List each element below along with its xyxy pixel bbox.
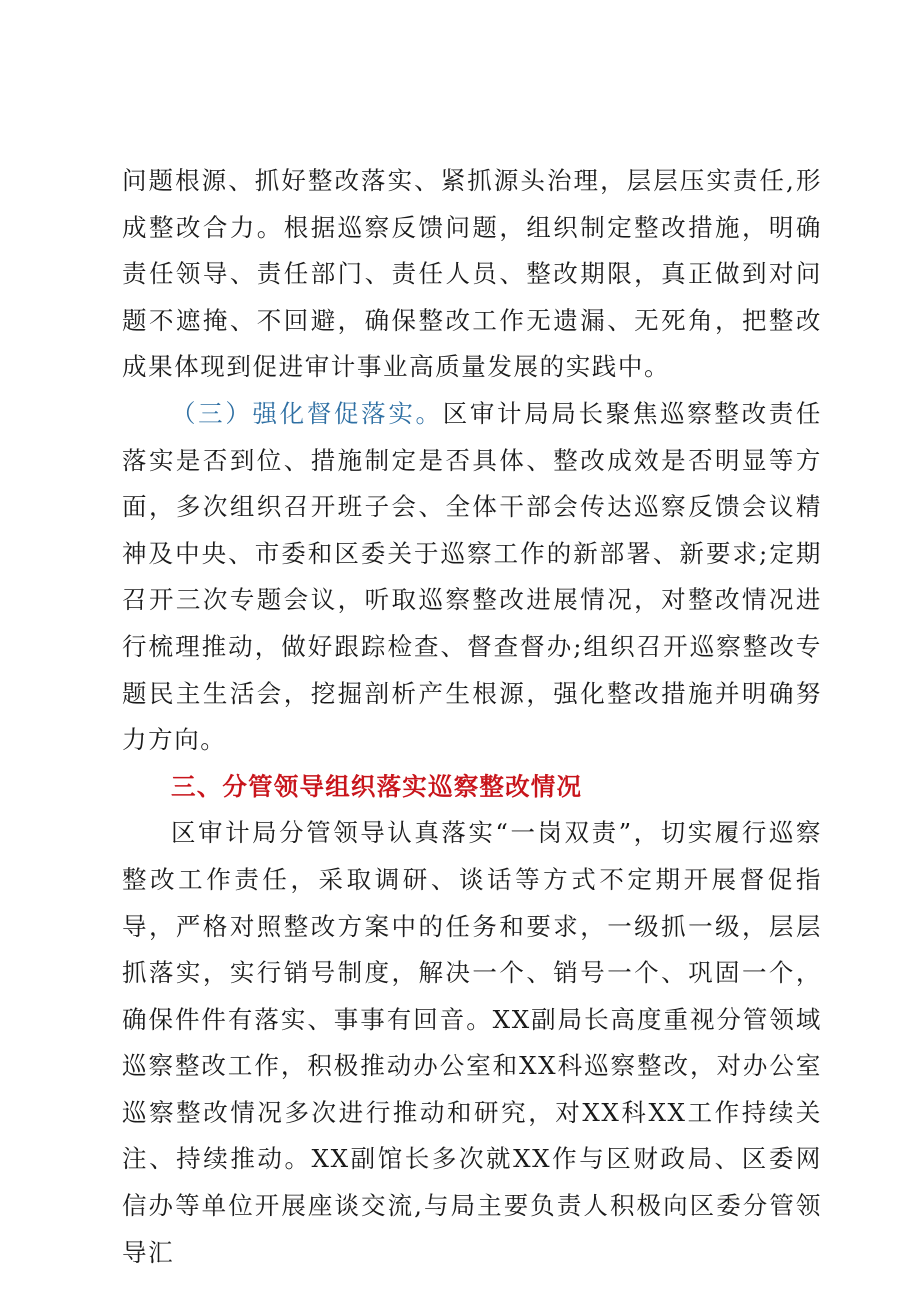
document-body <box>122 158 822 1276</box>
paragraph-continuation <box>122 158 822 391</box>
sub-heading-lead: （三）强化督促落实。 <box>171 398 443 428</box>
paragraph-text: 问题根源、抓好整改落实、紧抓源头治理，层层压实责任,形成整改合力。根据巡察反馈问题，组织制定整改措施，明确责任领导、责任部门、责任人员、整改期限，真正做到对问题不遮掩、不回避，确保整改工作无遗漏、无死角，把整改成果体现到促进审计事业高质量发展的实践中。 <box>122 166 822 382</box>
section-heading: 三、分管领导组织落实巡察整改情况 <box>171 771 583 801</box>
paragraph-text: 区审计局局长聚焦巡察整改责任落实是否到位、措施制定是否具体、整改成效是否明显等方面，多次组织召开班子会、全体干部会传达巡察反馈会议精神及中央、市委和区委关于巡察工作的新部署、新要求;定期召开三次专题会议，听取巡察整改进展情况，对整改情况进行梳理推动，做好跟踪检查、督查督办;组织召开巡察整改专题民主生活会，挖掘剖析产生根源，强化整改措施并明确努力方向。 <box>122 398 823 755</box>
paragraph-text: 区审计局分管领导认真落实“一岗双责”，切实履行巡察整改工作责任，采取调研、谈话等方式不定期开展督促指导，严格对照整改方案中的任务和要求，一级抓一级，层层抓落实，实行销号制度，解决一个、销号一个、巩固一个，确保件件有落实、事事有回音。XX副局长高度重视分管领域巡察整改工作，积极推动办公室和XX科巡察整改，对办公室巡察整改情况多次进行推动和研究，对XX科XX工作持续关注、持续推动。XX副馆长多次就XX作与区财政局、区委网信办等单位开展座谈交流,与局主要负责人积极向区委分管领导汇 <box>122 818 822 1267</box>
paragraph-section-body <box>122 810 822 1276</box>
paragraph-supervision <box>122 391 822 764</box>
